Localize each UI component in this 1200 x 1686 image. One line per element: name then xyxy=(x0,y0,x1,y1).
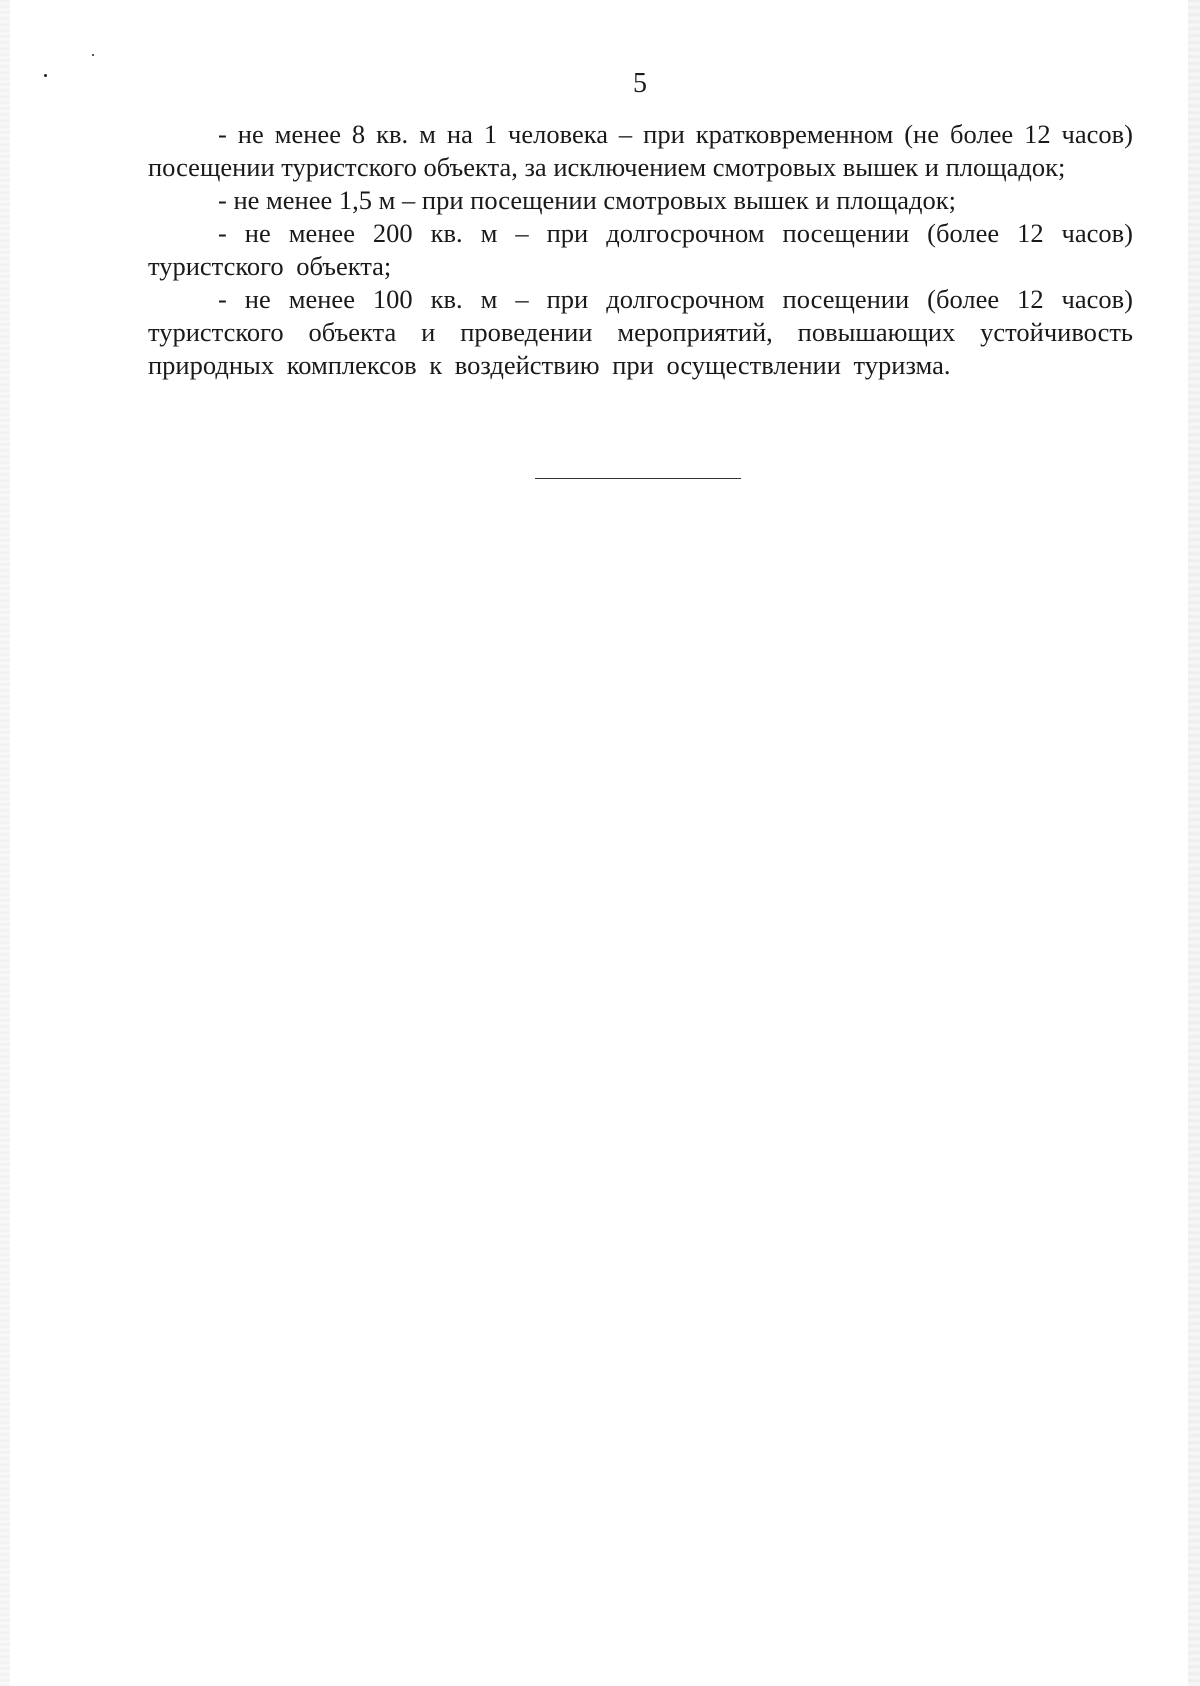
scan-speck xyxy=(92,54,94,56)
scan-edge-left xyxy=(0,0,10,1686)
document-body xyxy=(148,118,1133,382)
paragraph: - не менее 200 кв. м – при долгосрочном посещении (более 12 часов) туристского объекта; xyxy=(148,218,1133,281)
paragraph: - не менее 1,5 м – при посещении смотровых вышек и площадок; xyxy=(218,185,957,215)
paragraph: - не менее 100 кв. м – при долгосрочном посещении (более 12 часов) туристского объекта и проведении мероприятий, повышающих устойчивость природных комплексов к воздействию при осуществлении туризма. xyxy=(148,284,1133,380)
end-of-text-rule xyxy=(535,478,741,479)
page-number: 5 xyxy=(633,68,647,99)
scan-edge-right xyxy=(1188,0,1200,1686)
paragraph: - не менее 8 кв. м на 1 человека – при кратковременном (не более 12 часов) посещении туристского объекта, за исключением смотровых вышек и площадок; xyxy=(148,119,1133,182)
